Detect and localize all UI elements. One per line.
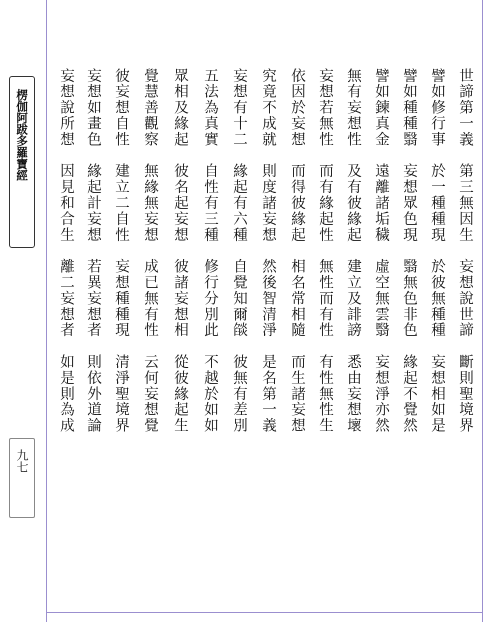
verse-column-2: 譬如修行事 於一種種現 於彼無種種 妄想相如是 — [429, 68, 445, 434]
verse-column-15: 妄想說所想 因見和合生 離二妄想者 如是則為成 — [58, 68, 74, 434]
page-number-text: 九七 — [15, 449, 29, 473]
book-title-text: 楞伽阿跋多羅寶經 — [15, 89, 30, 181]
verse-column-9: 妄想有十二 緣起有六種 自覺知爾燄 彼無有差別 — [231, 68, 247, 434]
verse-column-5: 無有妄想性 及有彼緣起 建立及誹謗 悉由妄想壞 — [345, 68, 361, 434]
book-title-label — [9, 76, 35, 248]
verse-column-6: 妄想若無性 而有緣起性 無性而有性 有性無性生 — [317, 68, 333, 434]
page-frame-right-rule — [482, 0, 483, 622]
verse-column-11: 眾相及緣起 彼名起妄想 彼諸妄想相 從彼緣起生 — [172, 68, 188, 434]
verse-column-4: 譬如鍊真金 遠離諸垢穢 虛空無雲翳 妄想淨亦然 — [373, 68, 389, 434]
verse-column-8: 究竟不成就 則度諸妄想 然後智清淨 是名第一義 — [260, 68, 276, 434]
verse-column-1: 世諦第一義 第三無因生 妄想說世諦 斷則聖境界 — [457, 68, 473, 434]
verse-column-3: 譬如種種翳 妄想眾色現 翳無色非色 緣起不覺然 — [401, 68, 417, 434]
verse-column-7: 依因於妄想 而得彼緣起 相名常相隨 而生諸妄想 — [289, 68, 305, 434]
page-number-label — [9, 438, 35, 518]
verse-column-10: 五法為真實 自性有三種 修行分別此 不越於如如 — [202, 68, 218, 434]
verse-column-13: 彼妄想自性 建立二自性 妄想種種現 清淨聖境界 — [113, 68, 129, 434]
page-frame-left-rule — [46, 0, 47, 622]
verse-column-12: 覺慧善觀察 無緣無妄想 成已無有性 云何妄想覺 — [142, 68, 158, 434]
page-frame-bottom-rule — [46, 612, 483, 613]
verse-column-14: 妄想如畫色 緣起計妄想 若異妄想者 則依外道論 — [85, 68, 101, 434]
